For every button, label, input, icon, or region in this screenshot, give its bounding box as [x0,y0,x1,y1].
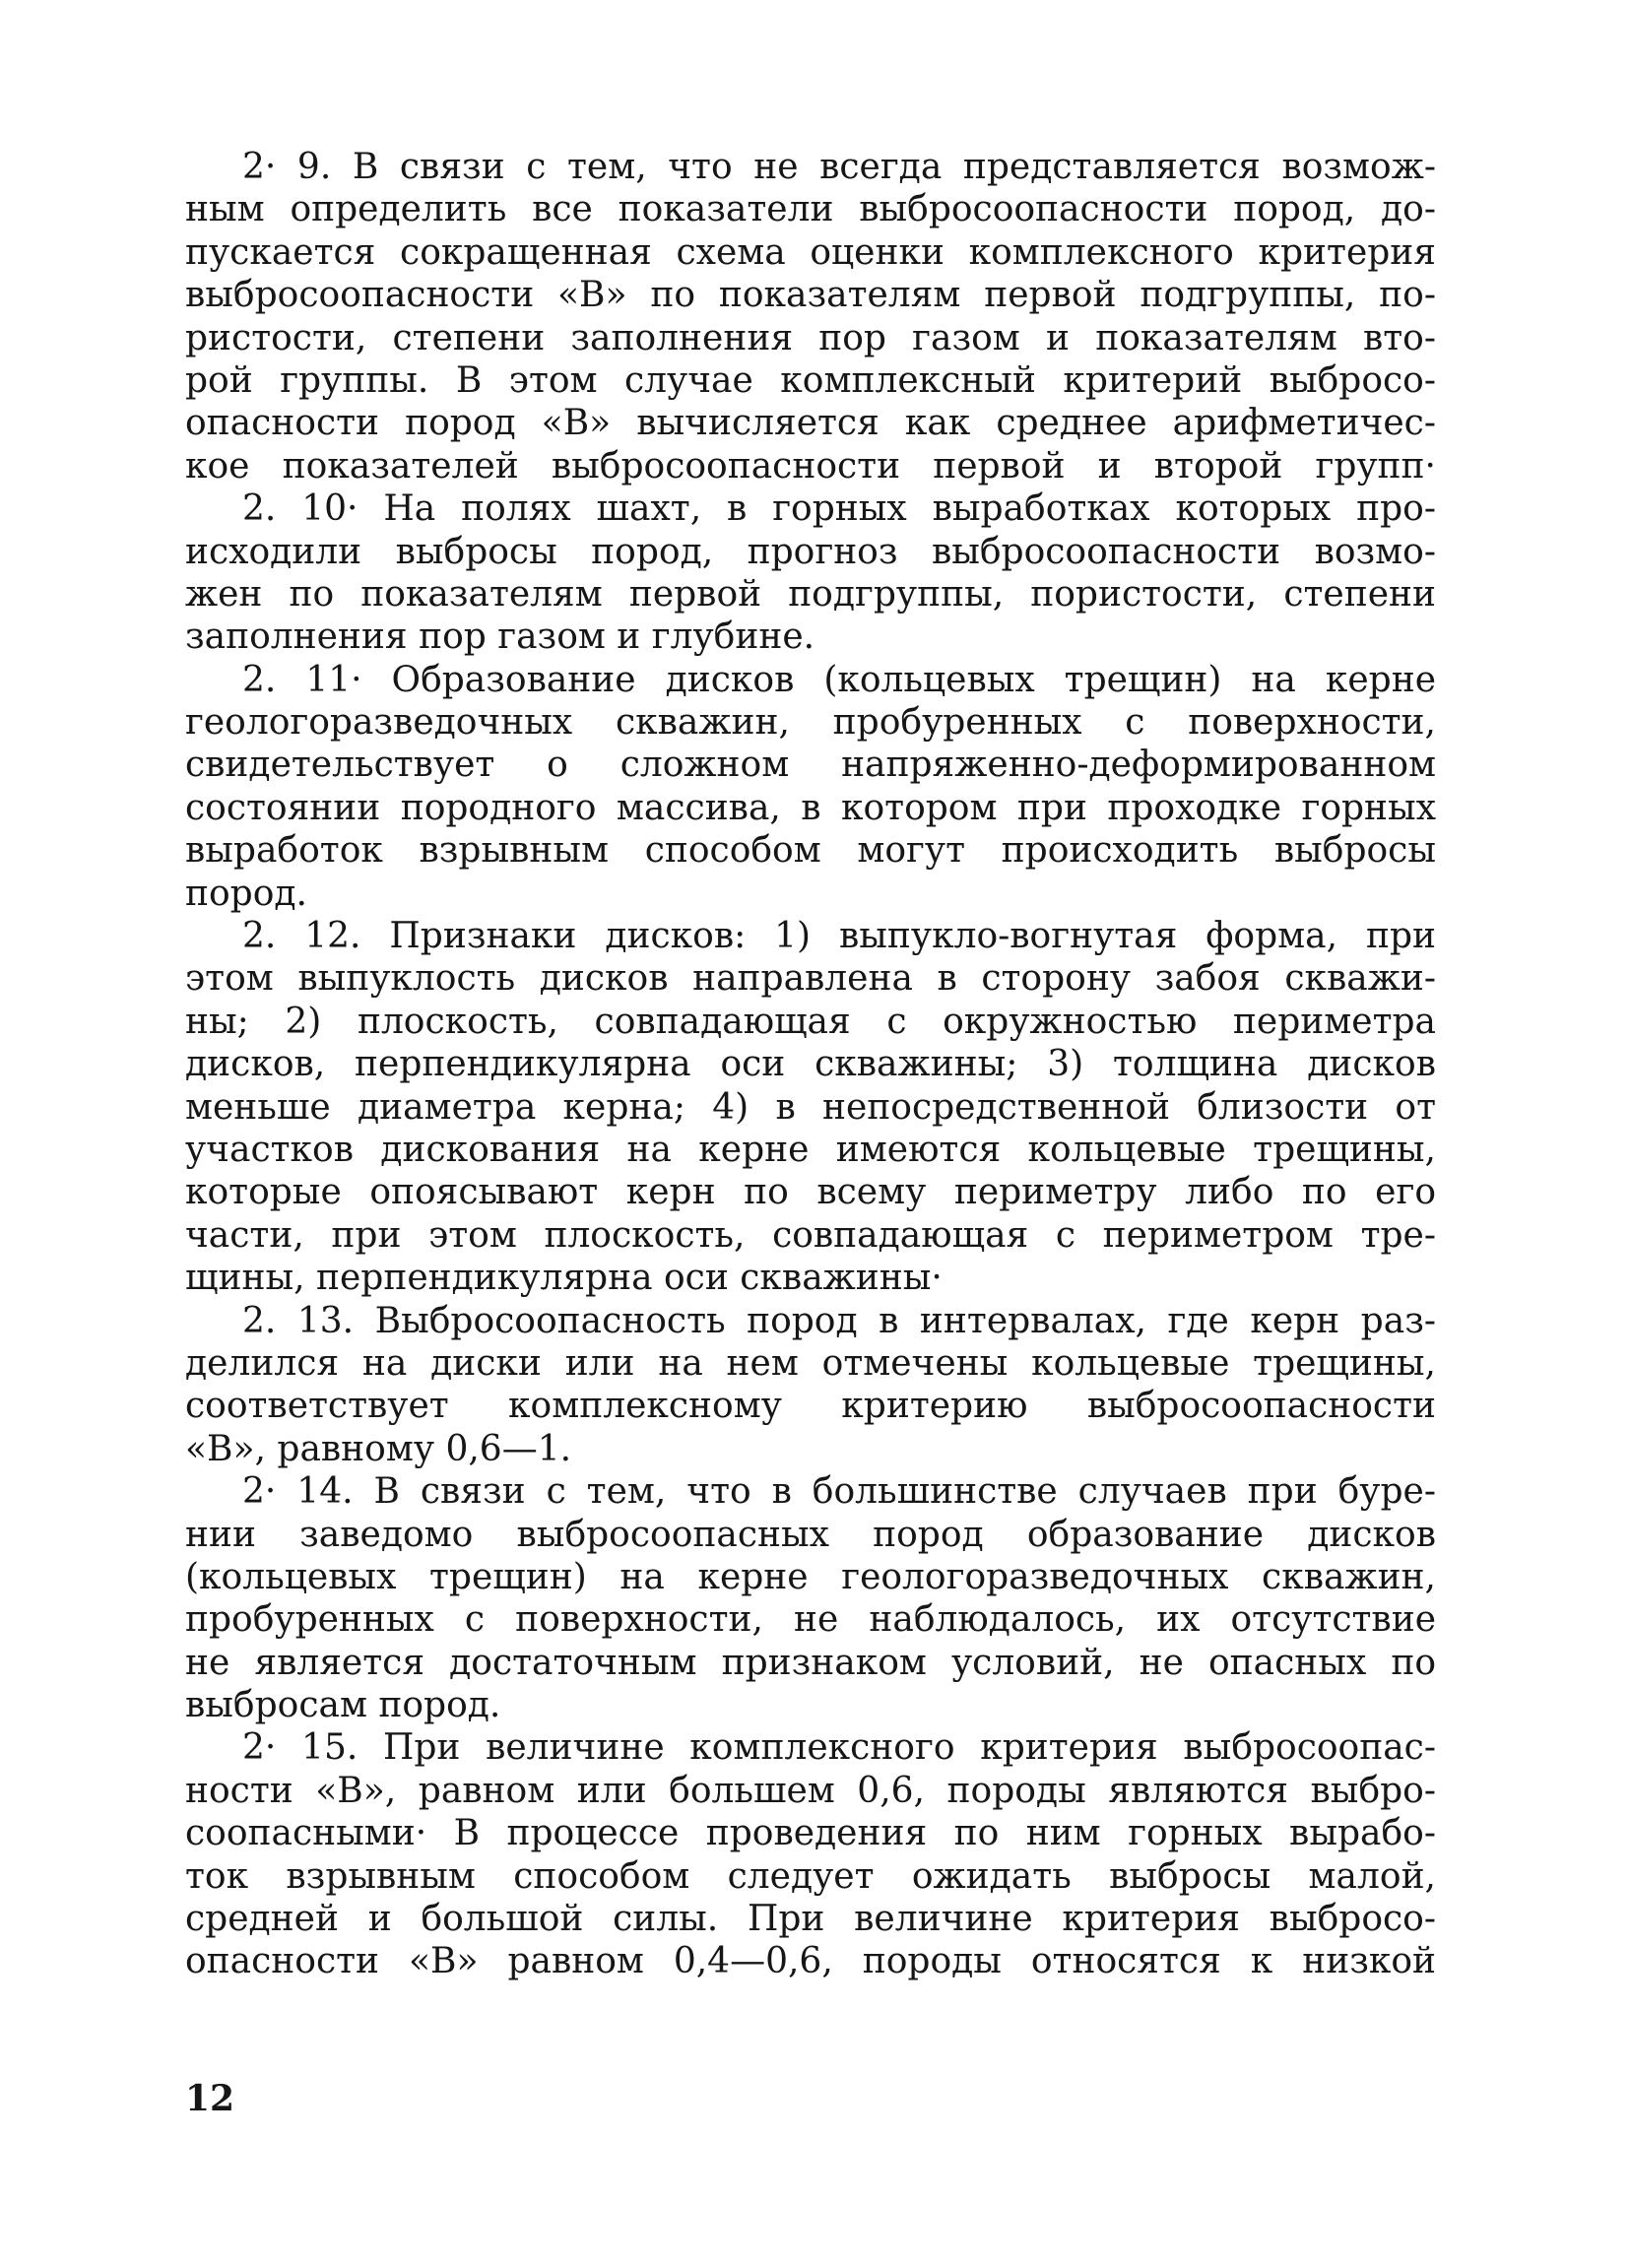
text-line: геологоразведочных скважин, пробуренных с поверхности, [185,702,1436,744]
text-line: соответствует комплексному критерию выбросоопасности [185,1386,1436,1427]
page-number: 12 [185,2078,235,2119]
text-line: соопасными· В процессе проведения по ним горных вырабо- [185,1813,1436,1854]
text-line: исходили выбросы пород, прогноз выбросоопасности возмо- [185,531,1436,572]
paragraph-2-14 [185,1470,1436,1726]
text-line: ток взрывным способом следует ожидать выбросы малой, [185,1855,1436,1897]
text-line: нии заведомо выбросоопасных пород образование дисков [185,1514,1436,1555]
text-line: 2· 14. В связи с тем, что в большинстве случаев при буре- [242,1471,1436,1513]
text-line: 2. 12. Признаки дисков: 1) выпукло-вогнутая форма, при [242,916,1436,957]
text-line: делился на диски или на нем отмечены кольцевые трещины, [185,1342,1436,1384]
text-line: которые опоясывают керн по всему периметру либо по его [185,1172,1436,1213]
text-line: пород. [185,873,307,914]
text-line: 2. 10· На полях шахт, в горных выработках которых про- [242,488,1436,530]
text-line: выработок взрывным способом могут происходить выбросы [185,830,1436,872]
text-line: пробуренных с поверхности, не наблюдалось, их отсутствие [185,1599,1436,1641]
text-line: ным определить все показатели выбросоопасности пород, до- [185,189,1436,230]
text-line: жен по показателям первой подгруппы, пористости, степени [185,573,1436,615]
text-line: дисков, перпендикулярна оси скважины; 3) толщина дисков [185,1044,1436,1085]
text-line: свидетельствует о сложном напряженно-деформированном [185,745,1436,786]
text-line: пускается сокращенная схема оценки комплексного критерия [185,231,1436,273]
text-line: этом выпуклость дисков направлена в сторону забоя скважи- [185,958,1436,1000]
text-line: 2. 13. Выбросоопасность пород в интервалах, где керн раз- [242,1300,1436,1341]
text-line: рой группы. В этом случае комплексный критерий выбросо- [185,359,1436,401]
text-line: ны; 2) плоскость, совпадающая с окружностью периметра [185,1001,1436,1042]
text-line: ности «В», равном или большем 0,6, породы являются выбро- [185,1770,1436,1811]
text-line: не является достаточным признаком условий, не опасных по [185,1642,1436,1683]
paragraph-2-9 [185,146,1436,487]
text-line: состоянии породного массива, в котором при проходке горных [185,787,1436,828]
text-line: средней и большой силы. При величине критерия выбросо- [185,1899,1436,1940]
paragraph-2-10 [185,487,1436,659]
text-line: ристости, степени заполнения пор газом и показателям вто- [185,317,1436,358]
text-line: щины, перпендикулярна оси скважины· [185,1258,943,1299]
document-page [185,146,1436,2214]
paragraph-2-12 [185,915,1436,1300]
paragraph-2-11 [185,659,1436,915]
text-line: участков дискования на керне имеются кольцевые трещины, [185,1129,1436,1170]
text-line: части, при этом плоскость, совпадающая с периметром тре- [185,1214,1436,1256]
text-line: 2· 9. В связи с тем, что не всегда представляется возмож- [242,147,1436,187]
text-line: заполнения пор газом и глубине. [185,616,815,658]
text-line: 2. 11· Образование дисков (кольцевых трещин) на керне [242,659,1436,700]
text-line: опасности пород «В» вычисляется как среднее арифметичес- [185,403,1436,444]
text-line: выбросоопасности «В» по показателям первой подгруппы, по- [185,275,1436,316]
paragraph-2-15 [185,1726,1436,1982]
text-line: «В», равному 0,6—1. [185,1428,572,1469]
text-line: 2· 15. При величине комплексного критерия выбросоопас- [242,1727,1436,1769]
paragraph-2-13 [185,1300,1436,1471]
text-line: меньше диаметра керна; 4) в непосредственной близости от [185,1086,1436,1128]
text-line: (кольцевых трещин) на керне геологоразведочных скважин, [185,1556,1436,1597]
text-line: выбросам пород. [185,1685,501,1726]
text-line: опасности «В» равном 0,4—0,6, породы относятся к низкой [185,1941,1436,1982]
text-line: кое показателей выбросоопасности первой и второй групп· [185,445,1436,486]
